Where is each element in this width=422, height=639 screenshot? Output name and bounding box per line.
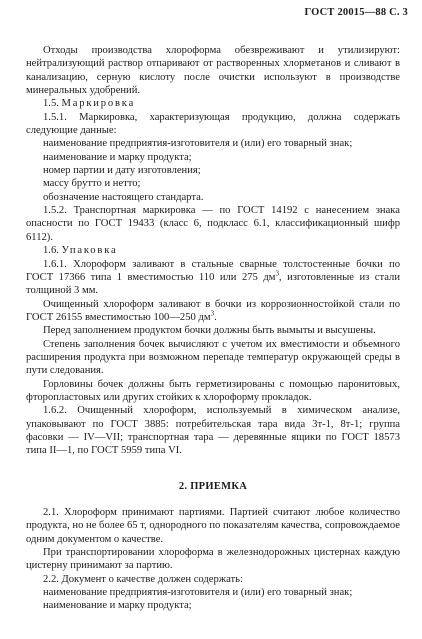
paragraph-stainless-tail: . bbox=[214, 311, 217, 323]
heading-1-6 bbox=[26, 244, 400, 257]
heading-1-5 bbox=[26, 97, 400, 110]
paragraph-filling: Степень заполнения бочек вычисляют с учетом их вместимости и объемного расширения продукта при возможном перепаде температур окружающей среды в пути следования. bbox=[26, 338, 400, 377]
paragraph-1-6-1 bbox=[26, 258, 400, 298]
paragraph-2-1: 2.1. Хлороформ принимают партиями. Партией считают любое количество продукта, но не более 65 т, однородного по показателям качества, сопровождаемое одним документом о качестве. bbox=[26, 507, 400, 545]
paragraph-1-6-2: 1.6.2. Очищенный хлороформ, используемый в химическом анализе, упаковывают по ГОСТ 3885: потребительская тара вида 3т-1, 8т-1; группа фасовки — IV—VII; транспортная тара — деревянные ящики по ГОСТ 18573 типа II—1, по ГОСТ 5959 типа VI. bbox=[26, 405, 400, 457]
page-header: ГОСТ 20015—88 С. 3 bbox=[304, 7, 408, 18]
list-item: наименование и марку продукта; bbox=[43, 151, 192, 163]
superscript: 3 bbox=[210, 309, 215, 318]
list-item: массу брутто и нетто; bbox=[43, 178, 141, 190]
heading-1-5-title: Маркировка bbox=[61, 98, 136, 110]
paragraph-stainless-text: Очищенный хлороформ заливают в бочки из коррозионностойкой стали по ГОСТ 26155 вместимостью 100—250 дм bbox=[26, 298, 400, 323]
paragraph-1-5-2: 1.5.2. Транспортная маркировка — по ГОСТ 14192 с нанесением знака опасности по ГОСТ 19433 (класс 6, подкласс 6.1, классификационный шифр 6112). bbox=[26, 205, 400, 243]
paragraph-waste: Отходы производства хлороформа обезвреживают и утилизируют: нейтрализующий раствор отпаривают от растворенных хлорметанов и сливают в канализацию, серную кислоту после очистки используют в производстве минеральных удобрений. bbox=[26, 45, 400, 97]
heading-1-6-title: Упаковка bbox=[61, 245, 118, 257]
paragraph-stainless bbox=[26, 298, 400, 325]
list-item: наименование предприятия-изготовителя и (или) его товарный знак; bbox=[43, 138, 353, 150]
list-item: номер партии и дату изготовления; bbox=[43, 165, 201, 177]
heading-1-5-number: 1.5. bbox=[43, 98, 59, 110]
paragraph-necks: Горловины бочек должны быть герметизированы с помощью паронитовых, фторопластовых или других стойких к хлороформу прокладок. bbox=[26, 378, 400, 403]
paragraph-1-6-1-tail: , изготовленные из стали толщиной 3 мм. bbox=[26, 271, 400, 297]
document-body bbox=[26, 44, 400, 613]
paragraph-washing: Перед заполнением продуктом бочки должны быть вымыты и высушены. bbox=[43, 325, 376, 337]
paragraph-tanks: При транспортировании хлороформа в железнодорожных цистернах каждую цистерну принимают за партию. bbox=[26, 547, 400, 572]
paragraph-2-2: 2.2. Документ о качестве должен содержать: bbox=[43, 573, 243, 585]
list-item: наименование предприятия-изготовителя и (или) его товарный знак; bbox=[43, 587, 353, 599]
heading-1-6-number: 1.6. bbox=[43, 245, 59, 257]
list-item: наименование и марку продукта; bbox=[43, 600, 192, 612]
paragraph-1-6-1-text: 1.6.1. Хлороформ заливают в стальные сварные толстостенные бочки по ГОСТ 17366 типа 1 вместимостью 110 или 275 дм bbox=[26, 258, 400, 283]
section-title-acceptance: 2. ПРИЕМКА bbox=[178, 480, 248, 492]
paragraph-1-5-1: 1.5.1. Маркировка, характеризующая продукцию, должна содержать следующие данные: bbox=[26, 111, 400, 137]
list-item: обозначение настоящего стандарта. bbox=[43, 191, 204, 203]
superscript: 3 bbox=[275, 269, 279, 278]
